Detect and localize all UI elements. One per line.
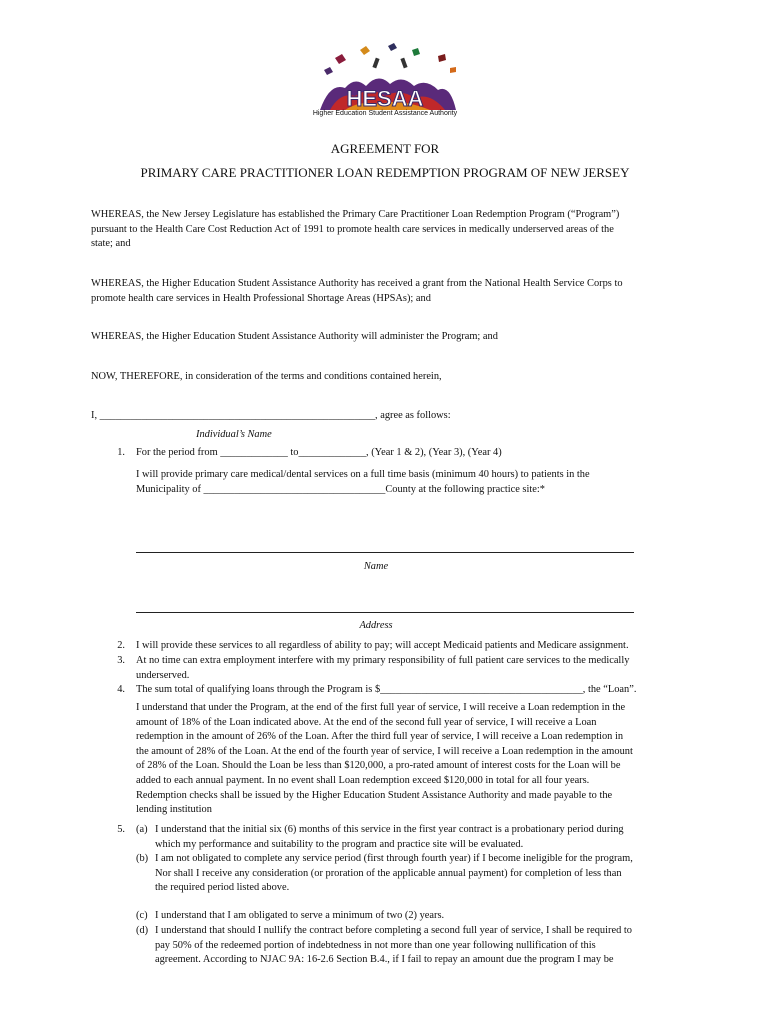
loan-amount-field[interactable]: The sum total of qualifying loans through the Program is $_______________________________________, the “Loan”. bbox=[136, 684, 637, 695]
individual-name-label: Individual’s Name bbox=[196, 429, 272, 440]
item-number: 1. bbox=[117, 447, 125, 458]
text-line: I am not obligated to complete any service period (first through fourth year) if I become ineligible for the program, bbox=[155, 853, 633, 864]
text-line: I understand that the initial six (6) months of this service in the first year contract is a probationary period during bbox=[155, 824, 624, 835]
practice-site-name-line[interactable] bbox=[136, 552, 634, 553]
item-number: 3. bbox=[117, 655, 125, 666]
whereas-clause-1 bbox=[91, 208, 681, 252]
service-description: I will provide primary care medical/dental services on a full time basis (minimum 40 hours) to patients in the bbox=[136, 469, 590, 480]
text-line: pursuant to the Health Care Cost Reduction Act of 1991 to promote health care services in medically underserved areas of the bbox=[91, 223, 614, 235]
item-3-text bbox=[136, 654, 681, 683]
service-period-field[interactable]: For the period from _____________ to_____________, (Year 1 & 2), (Year 3), (Year 4) bbox=[136, 447, 502, 458]
now-therefore-clause: NOW, THEREFORE, in consideration of the terms and conditions contained herein, bbox=[91, 371, 442, 382]
text-line: of 28% of the Loan. Should the Loan be less than $120,000, a pro-rated amount of interest costs for the Loan will be bbox=[136, 760, 621, 772]
subitem-d-text bbox=[155, 924, 681, 968]
item-2-text: I will provide these services to all regardless of ability to pay; will accept Medicaid patients and Medicare assignment. bbox=[136, 640, 629, 651]
text-line: lending institution bbox=[136, 804, 212, 816]
text-line: underserved. bbox=[136, 669, 190, 681]
item-number: 5. bbox=[117, 824, 125, 835]
text-line: WHEREAS, the New Jersey Legislature has established the Primary Care Practitioner Loan Redemption Program (“Program”) bbox=[91, 209, 620, 220]
subitem-a-text bbox=[155, 823, 681, 852]
text-line: agreement. According to NJAC 9A: 16-2.6 Section B.4., if I fail to repay an amount due the program I may be bbox=[155, 954, 614, 966]
text-line: At no time can extra employment interfere with my primary responsibility of full patient care services to the medically bbox=[136, 655, 630, 666]
logo-caption: Higher Education Student Assistance Authority bbox=[312, 110, 458, 117]
text-line: amount of 18% of the Loan indicated above. At the end of the second full year of service, I will receive a Loan bbox=[136, 716, 597, 728]
text-line: Nor shall I receive any consideration (or proration of the applicable annual payment) for completion of less than bbox=[155, 867, 622, 879]
text-line: I understand that under the Program, at the end of the first full year of service, I will receive a Loan redemption in the bbox=[136, 702, 626, 713]
practice-site-name-label: Name bbox=[363, 561, 389, 572]
logo-lettering: HESAA bbox=[346, 86, 424, 111]
individual-name-field[interactable]: I, _____________________________________________________, agree as follows: bbox=[91, 410, 451, 421]
municipality-county-field[interactable]: Municipality of ___________________________________County at the following practice site:* bbox=[136, 484, 545, 495]
item-number: 2. bbox=[117, 640, 125, 651]
text-line: state; and bbox=[91, 238, 131, 250]
subitem-label: (b) bbox=[136, 853, 149, 864]
text-line: WHEREAS, the Higher Education Student Assistance Authority has received a grant from the National Health Service Corps to bbox=[91, 278, 623, 289]
text-line: WHEREAS, the Higher Education Student Assistance Authority will administer the Program; and bbox=[91, 331, 498, 342]
subitem-c-text: I understand that I am obligated to serve a minimum of two (2) years. bbox=[155, 910, 445, 921]
text-line: redemption in the amount of 26% of the Loan. After the third full year of service, I will receive a Loan redemption in bbox=[136, 731, 624, 743]
flying-caps-graphic bbox=[324, 43, 456, 75]
text-line: added to each annual payment. In no event shall Loan redemption exceed $120,000 in total for all four years. bbox=[136, 774, 590, 786]
practice-site-address-line[interactable] bbox=[136, 612, 634, 613]
whereas-clause-2 bbox=[91, 277, 681, 306]
text-line: the amount of 28% of the Loan. At the end of the fourth year of service, I will receive a Loan redemption in the amount bbox=[136, 745, 633, 757]
doc-title-line2: PRIMARY CARE PRACTITIONER LOAN REDEMPTION PROGRAM OF NEW JERSEY bbox=[140, 165, 630, 180]
subitem-b-text bbox=[155, 852, 681, 896]
subitem-label: (a) bbox=[136, 824, 148, 835]
text-line: Redemption checks shall be issued by the Higher Education Student Assistance Authority and made payable to the bbox=[136, 789, 613, 801]
practice-site-address-label: Address bbox=[359, 620, 393, 631]
text-line: I understand that should I nullify the contract before completing a second full year of service, I shall be required to bbox=[155, 925, 632, 936]
doc-title-line1: AGREEMENT FOR bbox=[330, 141, 440, 156]
subitem-label: (c) bbox=[136, 910, 148, 921]
text-line: which my performance and suitability to the program and practice site will be evaluated. bbox=[155, 838, 524, 850]
item-number: 4. bbox=[117, 684, 125, 695]
whereas-clause-3 bbox=[91, 330, 681, 345]
text-line: promote health care services in Health Professional Shortage Areas (HPSAs); and bbox=[91, 292, 431, 304]
subitem-label: (d) bbox=[136, 925, 149, 936]
text-line: pay 50% of the redeemed portion of indebtedness in not more than one year following nullification of this bbox=[155, 939, 596, 951]
loan-redemption-paragraph bbox=[136, 701, 681, 818]
text-line: the required period listed above. bbox=[155, 882, 290, 894]
